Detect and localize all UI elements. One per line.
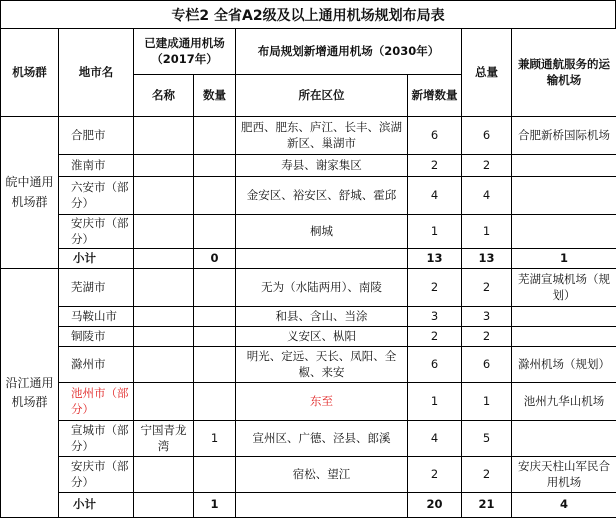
built-name-cell [134,327,194,347]
area-cell: 无为（水陆两用）、南陵 [236,269,408,307]
built-name-cell [134,347,194,383]
subtotal-row [1,249,616,269]
new-count-cell: 1 [408,215,462,249]
table-row [1,177,616,215]
area-cell: 金安区、裕安区、舒城、霍邱 [236,177,408,215]
group-name: 皖中通用机场群 [1,117,59,269]
subtotal-area [236,493,408,518]
transport-cell: 安庆天柱山军民合用机场 [512,457,616,493]
city-cell: 淮南市 [59,155,134,177]
area-cell: 宣州区、广德、泾县、郎溪 [236,421,408,457]
city-cell: 安庆市（部分） [59,457,134,493]
header-planned: 布局规划新增通用机场（2030年） [236,29,462,75]
built-count-cell [194,327,236,347]
total-cell: 2 [462,269,512,307]
new-count-cell: 6 [408,117,462,155]
transport-cell: 池州九华山机场 [512,383,616,421]
built-name-cell [134,177,194,215]
transport-cell: 滁州机场（规划） [512,347,616,383]
area-cell: 宿松、望江 [236,457,408,493]
table-row [1,155,616,177]
subtotal-row [1,493,616,518]
transport-cell [512,307,616,327]
header-built: 已建成通用机场（2017年） [134,29,236,75]
city-cell: 宣城市（部分） [59,421,134,457]
transport-cell [512,177,616,215]
airport-plan-table [0,28,616,518]
subtotal-transport: 1 [512,249,616,269]
table-row [1,421,616,457]
built-count-cell [194,177,236,215]
area-cell: 东至 [236,383,408,421]
subtotal-built-name [134,249,194,269]
subtotal-transport: 4 [512,493,616,518]
header-city: 地市名 [59,29,134,117]
city-cell: 芜湖市 [59,269,134,307]
table-row [1,383,616,421]
built-count-cell [194,383,236,421]
subtotal-total: 13 [462,249,512,269]
area-cell: 明光、定远、天长、凤阳、全椒、来安 [236,347,408,383]
built-count-cell: 1 [194,421,236,457]
built-count-cell [194,347,236,383]
total-cell: 1 [462,215,512,249]
header-transport: 兼顾通航服务的运输机场 [512,29,616,117]
area-cell: 桐城 [236,215,408,249]
table-title: 专栏2 全省A2级及以上通用机场规划布局表 [0,0,616,28]
city-cell: 马鞍山市 [59,307,134,327]
transport-cell [512,327,616,347]
new-count-cell: 2 [408,155,462,177]
area-cell: 寿县、谢家集区 [236,155,408,177]
built-name-cell [134,457,194,493]
built-name-cell [134,383,194,421]
built-count-cell [194,269,236,307]
built-count-cell [194,155,236,177]
subtotal-area [236,249,408,269]
new-count-cell: 3 [408,307,462,327]
subtotal-built-name [134,493,194,518]
total-cell: 2 [462,155,512,177]
city-cell: 池州市（部分） [59,383,134,421]
header-built-name: 名称 [134,75,194,117]
header-total: 总量 [462,29,512,117]
table-row [1,269,616,307]
built-name-cell [134,155,194,177]
subtotal-total: 21 [462,493,512,518]
city-cell: 铜陵市 [59,327,134,347]
built-name-cell [134,215,194,249]
table-row [1,215,616,249]
new-count-cell: 4 [408,177,462,215]
table-row [1,327,616,347]
new-count-cell: 1 [408,383,462,421]
new-count-cell: 2 [408,457,462,493]
total-cell: 2 [462,327,512,347]
total-cell: 6 [462,347,512,383]
table-row [1,457,616,493]
city-cell: 滁州市 [59,347,134,383]
total-cell: 1 [462,383,512,421]
total-cell: 3 [462,307,512,327]
built-name-cell: 宁国青龙湾 [134,421,194,457]
subtotal-label: 小计 [59,493,134,518]
transport-cell [512,421,616,457]
new-count-cell: 4 [408,421,462,457]
header-group: 机场群 [1,29,59,117]
subtotal-built-count: 1 [194,493,236,518]
built-count-cell [194,457,236,493]
city-cell: 安庆市（部分） [59,215,134,249]
table-row [1,347,616,383]
header-planned-count: 新增数量 [408,75,462,117]
area-cell: 义安区、枞阳 [236,327,408,347]
built-name-cell [134,269,194,307]
subtotal-built-count: 0 [194,249,236,269]
subtotal-new-count: 13 [408,249,462,269]
built-count-cell [194,307,236,327]
area-cell: 肥西、肥东、庐江、长丰、滨湖新区、巢湖市 [236,117,408,155]
transport-cell [512,215,616,249]
area-cell: 和县、含山、当涂 [236,307,408,327]
built-name-cell [134,117,194,155]
subtotal-new-count: 20 [408,493,462,518]
header-planned-area: 所在区位 [236,75,408,117]
city-cell: 六安市（部分） [59,177,134,215]
transport-cell: 合肥新桥国际机场 [512,117,616,155]
new-count-cell: 2 [408,327,462,347]
built-name-cell [134,307,194,327]
city-cell: 合肥市 [59,117,134,155]
table-row [1,307,616,327]
subtotal-label: 小计 [59,249,134,269]
header-built-count: 数量 [194,75,236,117]
total-cell: 5 [462,421,512,457]
built-count-cell [194,117,236,155]
total-cell: 4 [462,177,512,215]
new-count-cell: 6 [408,347,462,383]
table-row [1,117,616,155]
new-count-cell: 2 [408,269,462,307]
transport-cell [512,155,616,177]
group-name: 沿江通用机场群 [1,269,59,518]
total-cell: 2 [462,457,512,493]
transport-cell: 芜湖宣城机场（规划） [512,269,616,307]
total-cell: 6 [462,117,512,155]
built-count-cell [194,215,236,249]
